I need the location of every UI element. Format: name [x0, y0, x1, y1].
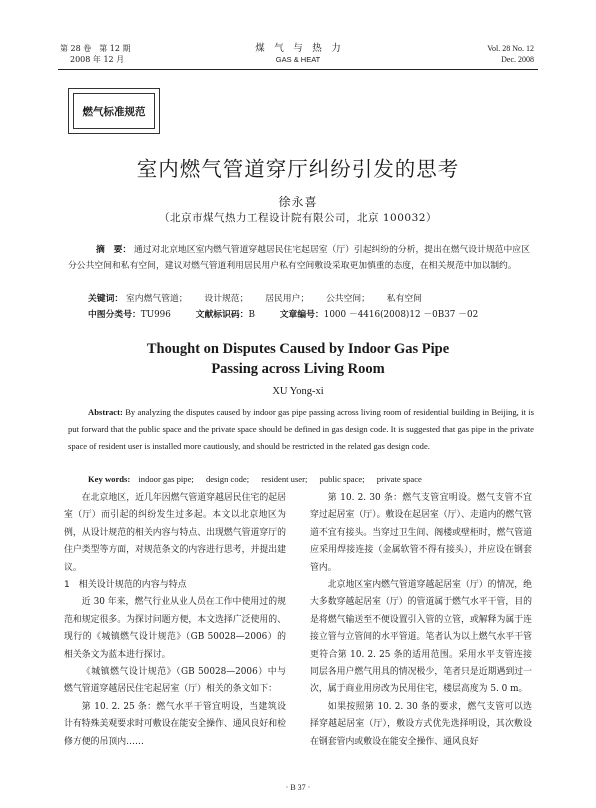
body-paragraph: 第 10. 2. 30 条：燃气支管宜明设。燃气支管不宜穿过起居室（厅）。敷设在起居室（厅）、走道内的燃气管道不宜有接头。当穿过卫生间、阁楼或壁柜时，燃气管道应采用焊接连接（金属软管不得有接头），并应设在钢套管内。: [310, 493, 532, 573]
section-heading: 1 相关设计规范的内容与特点: [64, 580, 187, 591]
body-column-left: [64, 490, 286, 751]
doc-code-label: 文献标识码：: [195, 310, 249, 320]
section-badge-label: 燃气标准规范: [73, 93, 155, 129]
body-paragraph: 近 30 年来，燃气行业从业人员在工作中使用过的规范和规定很多。为探讨问题方便，本文选择广泛使用的、现行的《城镇燃气设计规范》（GB 50028—2006）的相关条文为蓝本进行探讨。: [64, 597, 286, 660]
keywords-en-label: Key words:: [88, 474, 131, 484]
volume-en-text: Vol. 28 No. 12: [487, 44, 534, 53]
keyword-en: private space: [376, 474, 422, 484]
keyword-en: design code;: [205, 474, 250, 484]
abstract-en: [68, 404, 534, 455]
journal-name-cn: 煤 气 与 热 力: [255, 43, 341, 54]
issue-date-text: 2008 年 12 月: [70, 55, 125, 64]
keywords-en: [88, 474, 432, 484]
affiliation-cn: （北京市煤气热力工程设计院有限公司，北京 100032）: [159, 212, 437, 224]
classification-line: [88, 307, 500, 320]
keyword-cn: 室内燃气管道；: [126, 294, 188, 304]
title-en-line2: Passing across Living Room: [211, 361, 385, 377]
keyword-cn: 公共空间；: [325, 294, 370, 304]
body-column-right: [310, 490, 532, 751]
abstract-cn-text: 通过对北京地区室内燃气管道穿越居民住宅起居室（厅）引起纠纷的分析，提出在燃气设计规范中应区分公共空间和私有空间，建议对燃气管道利用居民用户私有空间敷设采取更加慎重的态度，在相关规范中加以制约。: [68, 245, 530, 271]
keyword-en: indoor gas pipe;: [138, 474, 194, 484]
clc-label: 中图分类号：: [88, 310, 141, 320]
article-title-cn: 室内燃气管道穿厅纠纷引发的思考: [136, 157, 460, 181]
journal-name-en: GAS & HEAT: [275, 55, 321, 64]
keyword-en: resident user;: [261, 474, 308, 484]
author-en: XU Yong-xi: [272, 386, 324, 397]
author-cn: 徐永喜: [278, 195, 318, 209]
section-badge: [68, 88, 160, 134]
clc-value: TU996: [140, 310, 171, 320]
header-divider: [58, 69, 538, 70]
keyword-cn: 居民用户；: [265, 294, 310, 304]
keyword-cn: 私有空间: [386, 294, 422, 304]
keywords-cn: [88, 291, 436, 304]
body-paragraph: 第 10. 2. 25 条：燃气水平干管宜明设，当建筑设计有特殊美观要求时可敷设在能安全操作、通风良好和检修方便的吊顶内……: [64, 701, 286, 747]
abstract-cn: [68, 242, 534, 274]
doc-code-value: B: [248, 310, 255, 320]
abstract-en-label: Abstract:: [88, 407, 123, 417]
volume-issue-text: 第 28 卷 第 12 期: [60, 44, 131, 53]
body-paragraph: 《城镇燃气设计规范》（GB 50028—2006）中与燃气管道穿越居民住宅起居室（厅）相关的条文如下：: [64, 667, 286, 695]
article-title-en: [0, 339, 596, 379]
keyword-en: public space;: [319, 474, 365, 484]
body-paragraph: 如果按照第 10. 2. 30 条的要求，燃气支管可以选择穿越起居室（厅），敷设方式优先选择明设，其次敷设在钢套管内或敷设在能安全操作、通风良好: [310, 701, 532, 747]
date-en-text: Dec. 2008: [501, 55, 534, 64]
keyword-cn: 设计规范；: [204, 294, 249, 304]
abstract-cn-label: 摘 要：: [96, 245, 132, 255]
page-number: · B 37 ·: [285, 783, 311, 792]
body-paragraph: 在北京地区，近几年因燃气管道穿越居民住宅的起居室（厅）而引起的纠纷发生过多起。本文以北京地区为例，从设计规范的相关内容与特点、出现燃气管道穿厅的住户类型等方面，对规范条文的内容进行思考，并提出建议。: [64, 493, 286, 573]
article-number-value: 1000 －4416(2008)12 －0B37 －02: [323, 310, 479, 320]
keywords-cn-label: 关键词：: [88, 294, 124, 304]
title-en-line1: Thought on Disputes Caused by Indoor Gas Pipe: [146, 341, 450, 357]
journal-volume-en: [487, 43, 534, 65]
body-paragraph: 北京地区室内燃气管道穿越起居室（厅）的情况，绝大多数穿越起居室（厅）的管道属于燃气水平干管，目的是将燃气输送至不便设置引入管的立管，或解释为属于连接立管与立管间的水平管道。笔者认为以上燃气水平干管更符合第 10. 2. 25 条的适用范围。采用水平支管连接同层各用户燃气用具的情况极少，笔者只是近期遇到过一次，属于商业用房改为民用住宅，楼层高度为 5. 0 m。: [310, 580, 532, 695]
abstract-en-text: By analyzing the disputes caused by indoor gas pipe passing across living room of residential building in Beijing, it is put forward that the public space and the private space should be defined in gas design code. It is suggested that gas pipe in the private space of resident user is installed more cautiously, and should be restricted in the related gas design code.: [68, 407, 534, 451]
article-number-label: 文章编号：: [279, 310, 324, 320]
